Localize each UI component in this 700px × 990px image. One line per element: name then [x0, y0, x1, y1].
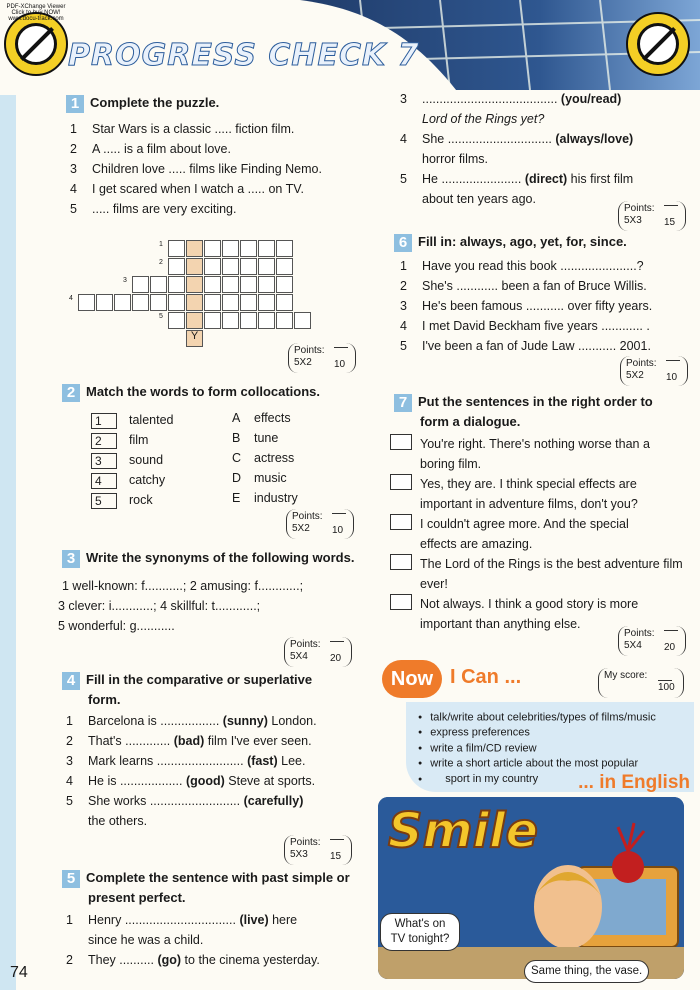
ex7-heading: 7 Put the sentences in the right order to: [394, 392, 653, 412]
ex5-item-cont: about ten years ago.: [422, 192, 536, 206]
i-can-title: I Can ...: [450, 666, 522, 688]
ex1-heading: 1 Complete the puzzle.: [66, 93, 219, 113]
ex7-line: Yes, they are. I think special effects are: [420, 477, 637, 491]
no-entry-icon: [637, 23, 679, 65]
ex7-line-cont: important in adventure films, don't you?: [420, 497, 638, 511]
page-title: PROGRESS CHECK 7: [68, 38, 420, 73]
ex5-item: 1 Henry ................................ (live) here: [66, 913, 298, 927]
ex4-item: 5 She works .......................... (carefully): [66, 794, 304, 808]
ex2-left-item[interactable]: 2 film: [91, 430, 148, 450]
ex7-heading-cont: form a dialogue.: [420, 414, 521, 429]
my-score: My score: 100: [598, 668, 684, 698]
ex7-line: Not always. I think a good story is more: [420, 597, 639, 611]
no-entry-icon: [15, 23, 57, 65]
crossword-cell[interactable]: [240, 240, 257, 257]
crossword-cell[interactable]: [276, 240, 293, 257]
ex4-item-cont: the others.: [88, 814, 148, 828]
ex2-left-item[interactable]: 1 talented: [91, 410, 173, 430]
crossword-cell[interactable]: [258, 258, 275, 275]
crossword-cell[interactable]: [150, 276, 167, 293]
ex2-right-item: D music: [232, 471, 287, 485]
crossword-cell[interactable]: [114, 294, 131, 311]
crossword-cell[interactable]: [78, 294, 95, 311]
ex3-line: 5 wonderful: g...........: [58, 619, 175, 633]
ex4-item: 2 That's ............. (bad) film I've ever seen.: [66, 734, 312, 748]
order-box[interactable]: [390, 594, 412, 610]
ex4-heading: 4 Fill in the comparative or superlative: [62, 670, 312, 690]
list-item: ● write a film/CD review: [418, 741, 656, 756]
ex2-number: 2: [62, 384, 80, 402]
smile-logo: Smile: [388, 803, 539, 859]
in-english-label: ... in English: [578, 772, 690, 793]
speech-bubble-question: What's on TV tonight?: [380, 913, 460, 951]
smile-cartoon: [378, 797, 684, 979]
ex5-item-cont: since he was a child.: [88, 933, 204, 947]
ex7-line-cont: boring film.: [420, 457, 482, 471]
ex2-left-item[interactable]: 3 sound: [91, 450, 163, 470]
ex6-item: 1 Have you read this book ......................?: [400, 259, 644, 273]
ex7-points: Points: 5X4 20: [618, 626, 686, 656]
crossword-cell[interactable]: [240, 312, 257, 329]
crossword-cell[interactable]: [258, 312, 275, 329]
puzzle-number: 3: [123, 277, 127, 284]
ex3-line: 3 clever: i............; 4 skillful: t............;: [58, 599, 261, 613]
ex7-line-cont: ever!: [420, 577, 448, 591]
ex5-number: 5: [62, 870, 80, 888]
puzzle-number: 5: [159, 313, 163, 320]
crossword-cell[interactable]: [240, 276, 257, 293]
ex2-left-item[interactable]: 5 rock: [91, 490, 153, 510]
puzzle-letter: Y: [190, 330, 199, 342]
crossword-cell[interactable]: [240, 294, 257, 311]
order-box[interactable]: [390, 474, 412, 490]
ex6-points: Points: 5X2 10: [620, 356, 688, 386]
ex2-right-item: A effects: [232, 411, 291, 425]
crossword-cell[interactable]: [186, 312, 203, 329]
crossword-cell[interactable]: [276, 258, 293, 275]
list-item: ● talk/write about celebrities/types of films/music: [418, 710, 656, 725]
list-item: ● sport in my country: [418, 772, 656, 787]
page-number: 74: [10, 964, 28, 981]
list-item: ● express preferences: [418, 725, 656, 740]
order-box[interactable]: [390, 554, 412, 570]
ex5-heading: 5 Complete the sentence with past simple or: [62, 868, 350, 888]
ex1-number: 1: [66, 95, 84, 113]
crossword-cell[interactable]: [276, 312, 293, 329]
ex2-points: Points: 5X2 10: [286, 509, 354, 539]
crossword-cell[interactable]: [132, 294, 149, 311]
ex4-item: 4 He is .................. (good) Steve at sports.: [66, 774, 316, 788]
crossword-cell[interactable]: [186, 276, 203, 293]
crossword-cell[interactable]: [240, 258, 257, 275]
list-item: ● write a short article about the most popular: [418, 756, 656, 771]
crossword-cell[interactable]: [168, 240, 185, 257]
speech-bubble-answer: Same thing, the vase.: [524, 960, 649, 983]
ex2-heading: 2 Match the words to form collocations.: [62, 382, 320, 402]
crossword-cell[interactable]: [132, 276, 149, 293]
ex2-right-item: B tune: [232, 431, 279, 445]
watermark-badge-right[interactable]: [626, 12, 690, 76]
ex6-item: 2 She's ............ been a fan of Bruce Willis.: [400, 279, 647, 293]
crossword-cell[interactable]: [150, 294, 167, 311]
ex5-item-cont: Lord of the Rings yet?: [422, 112, 545, 126]
ex3-line: 1 well-known: f...........; 2 amusing: f............;: [62, 579, 304, 593]
crossword-cell[interactable]: [168, 312, 185, 329]
ex7-line-cont: effects are amazing.: [420, 537, 533, 551]
crossword-cell[interactable]: [186, 294, 203, 311]
crossword-cell[interactable]: [276, 294, 293, 311]
puzzle-number: 2: [159, 259, 163, 266]
crossword-cell[interactable]: [204, 240, 221, 257]
ex4-item: 1 Barcelona is ................. (sunny) London.: [66, 714, 317, 728]
crossword-cell[interactable]: [222, 258, 239, 275]
crossword-cell[interactable]: [222, 276, 239, 293]
ex7-line-cont: important than anything else.: [420, 617, 581, 631]
ex2-left-item[interactable]: 4 catchy: [91, 470, 165, 490]
order-box[interactable]: [390, 514, 412, 530]
ex7-line: The Lord of the Rings is the best adventure film: [420, 557, 683, 571]
crossword-cell[interactable]: [204, 312, 221, 329]
crossword-cell[interactable]: [204, 294, 221, 311]
crossword-cell[interactable]: [204, 258, 221, 275]
ex1-item: 4 I get scared when I watch a ..... on TV.: [70, 182, 304, 196]
ex7-number: 7: [394, 394, 412, 412]
ex5-item: 2 They .......... (go) to the cinema yesterday.: [66, 953, 320, 967]
crossword-cell[interactable]: [258, 294, 275, 311]
ex3-points: Points: 5X4 20: [284, 637, 352, 667]
ex5-item: 5 He ....................... (direct) his first film: [400, 172, 634, 186]
ex5-item: 3 ....................................... (you/read): [400, 92, 622, 106]
crossword-cell[interactable]: [222, 240, 239, 257]
now-badge: Now: [382, 660, 442, 698]
left-margin-band: [0, 0, 16, 990]
ex4-heading-cont: form.: [88, 692, 121, 707]
ex1-item: 5 ..... films are very exciting.: [70, 202, 237, 216]
ex2-right-item: E industry: [232, 491, 298, 505]
ex3-heading: 3 Write the synonyms of the following words.: [62, 548, 354, 568]
crossword-cell[interactable]: [168, 276, 185, 293]
ex6-item: 3 He's been famous ........... over fifty years.: [400, 299, 653, 313]
crossword-cell[interactable]: [258, 276, 275, 293]
ex4-number: 4: [62, 672, 80, 690]
ex5-item-cont: horror films.: [422, 152, 488, 166]
crossword-cell[interactable]: [258, 240, 275, 257]
crossword-cell[interactable]: [294, 312, 311, 329]
crossword-cell[interactable]: [222, 294, 239, 311]
crossword-cell[interactable]: [96, 294, 113, 311]
ex6-item: 4 I met David Beckham five years ............ .: [400, 319, 650, 333]
ex4-points: Points: 5X3 15: [284, 835, 352, 865]
ex6-item: 5 I've been a fan of Jude Law ........... 2001.: [400, 339, 651, 353]
crossword-cell[interactable]: [168, 258, 185, 275]
crossword-cell[interactable]: [204, 276, 221, 293]
order-box[interactable]: [390, 434, 412, 450]
watermark-text-left: PDF-XChange Viewer Click to buy NOW! www.docu-track.com: [6, 4, 66, 22]
ex4-item: 3 Mark learns ......................... (fast) Lee.: [66, 754, 306, 768]
ex5-heading-cont: present perfect.: [88, 890, 186, 905]
puzzle-number: 1: [159, 241, 163, 248]
ex5-item: 4 She .............................. (always/love): [400, 132, 634, 146]
crossword-cell[interactable]: [186, 240, 203, 257]
ex1-item: 3 Children love ..... films like Finding Nemo.: [70, 162, 322, 176]
ex1-points: Points: 5X2 10: [288, 343, 356, 373]
ex1-item: 2 A ..... is a film about love.: [70, 142, 231, 156]
crossword-cell[interactable]: [222, 312, 239, 329]
ex7-line: You're right. There's nothing worse than a: [420, 437, 650, 451]
ex2-right-item: C actress: [232, 451, 295, 465]
crossword-cell[interactable]: [168, 294, 185, 311]
crossword-cell[interactable]: [186, 258, 203, 275]
puzzle-number: 4: [69, 295, 73, 302]
ex3-number: 3: [62, 550, 80, 568]
ex5-points: Points: 5X3 15: [618, 201, 686, 231]
crossword-cell[interactable]: [276, 276, 293, 293]
ex6-heading: 6 Fill in: always, ago, yet, for, since.: [394, 232, 627, 252]
ex7-line: I couldn't agree more. And the special: [420, 517, 629, 531]
ex1-item: 1 Star Wars is a classic ..... fiction film.: [70, 122, 295, 136]
ex6-number: 6: [394, 234, 412, 252]
